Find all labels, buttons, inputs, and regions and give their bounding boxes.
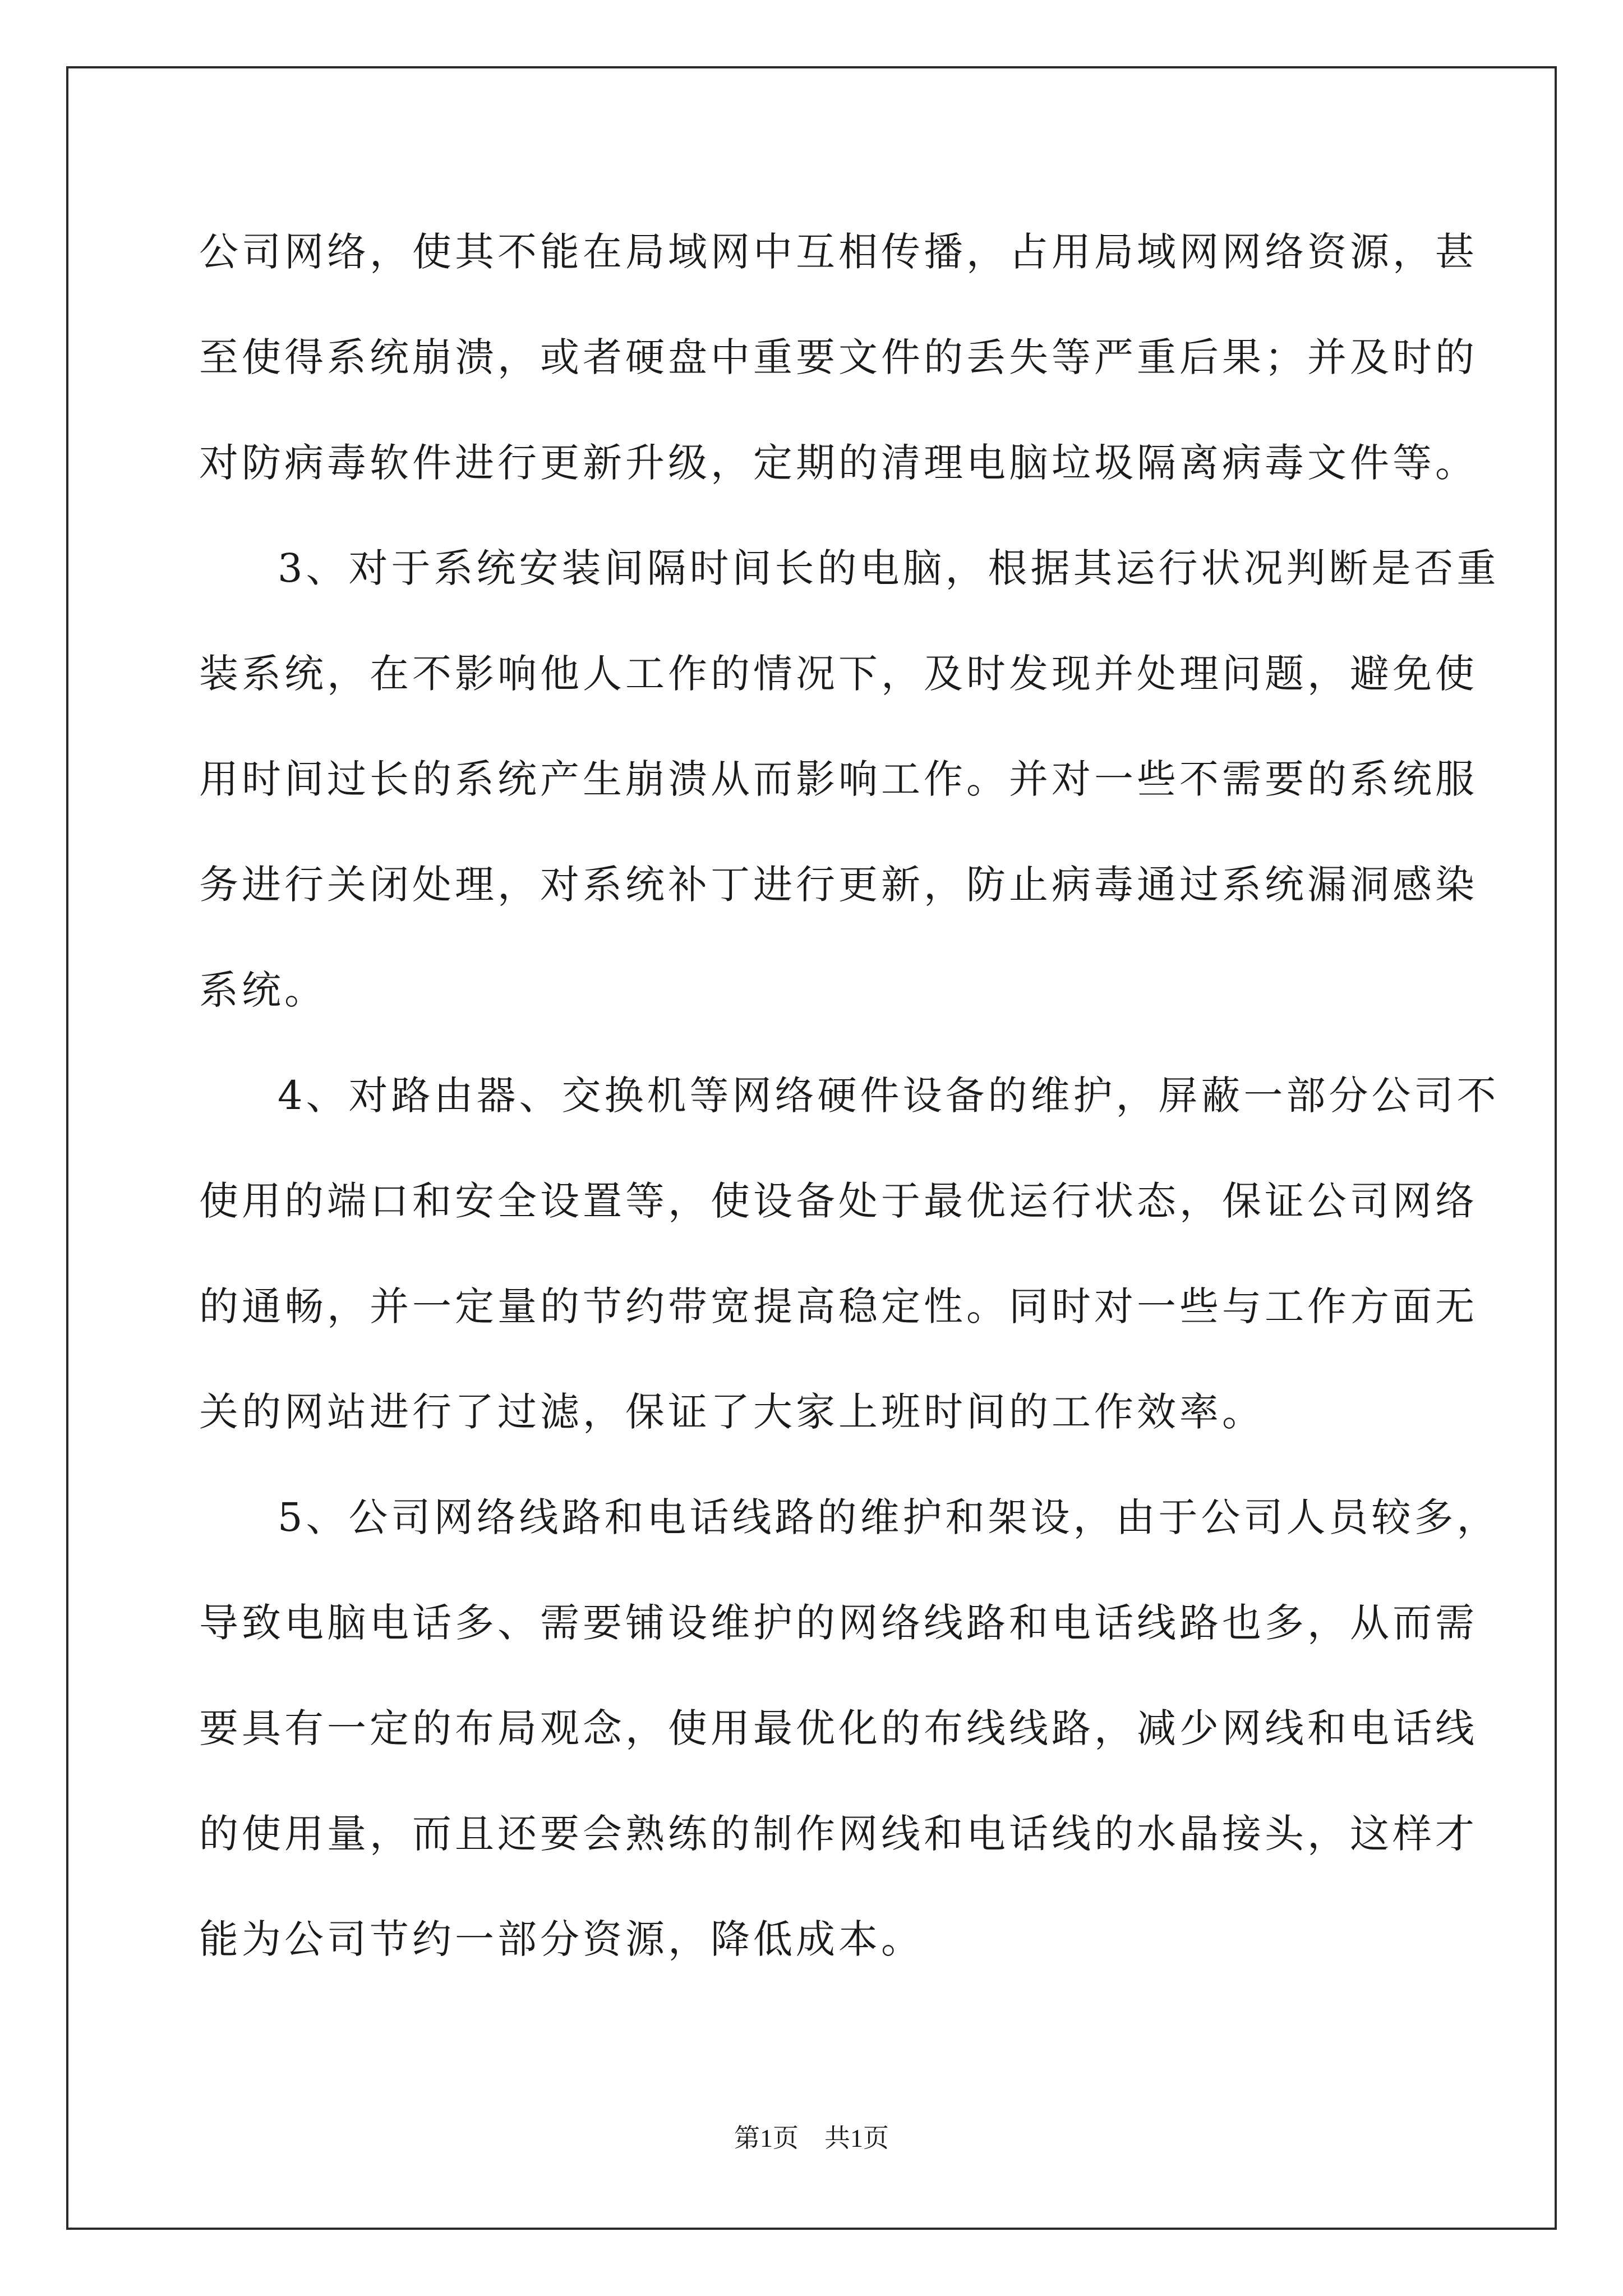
text-line: 务进行关闭处理，对系统补丁进行更新，防止病毒通过系统漏洞感染 — [199, 862, 1478, 908]
text-line: 装系统，在不影响他人工作的情况下，及时发现并处理问题，避免使 — [199, 651, 1478, 697]
paragraph — [199, 199, 1478, 516]
text-line: 导致电脑电话多、需要铺设维护的网络线路和电话线路也多，从而需 — [199, 1600, 1478, 1646]
text-line: 的通畅，并一定量的节约带宽提高稳定性。同时对一些与工作方面无 — [199, 1283, 1478, 1329]
paragraph — [199, 516, 1500, 1043]
text-line: 关的网站进行了过滤，保证了大家上班时间的工作效率。 — [199, 1389, 1265, 1435]
text-line: 系统。 — [199, 967, 327, 1013]
text-line: 公司网络，使其不能在局域网中互相传播，占用局域网网络资源，甚 — [199, 229, 1478, 275]
text-line: 5、公司网络线路和电话线路的维护和架设，由于公司人员较多， — [278, 1494, 1500, 1540]
text-line: 用时间过长的系统产生崩溃从而影响工作。并对一些不需要的系统服 — [199, 756, 1478, 802]
text-line: 的使用量，而且还要会熟练的制作网线和电话线的水晶接头，这样才 — [199, 1811, 1478, 1857]
text-line: 使用的端口和安全设置等，使设备处于最优运行状态，保证公司网络 — [199, 1178, 1478, 1224]
text-line: 4、对路由器、交换机等网络硬件设备的维护，屏蔽一部分公司不 — [278, 1073, 1500, 1119]
text-line: 至使得系统崩溃，或者硬盘中重要文件的丢失等严重后果；并及时的 — [199, 334, 1478, 380]
text-line: 对防病毒软件进行更新升级，定期的清理电脑垃圾隔离病毒文件等。 — [199, 440, 1478, 486]
paragraph — [199, 1043, 1500, 1465]
paragraph — [199, 1465, 1500, 1992]
text-line: 要具有一定的布局观念，使用最优化的布线线路，减少网线和电话线 — [199, 1705, 1478, 1751]
text-line: 能为公司节约一部分资源，降低成本。 — [199, 1916, 924, 1962]
document-body — [199, 199, 1500, 1992]
text-line: 3、对于系统安装间隔时间长的电脑，根据其运行状况判断是否重 — [278, 545, 1500, 591]
page-footer: 第1页 共1页 — [734, 2124, 889, 2152]
